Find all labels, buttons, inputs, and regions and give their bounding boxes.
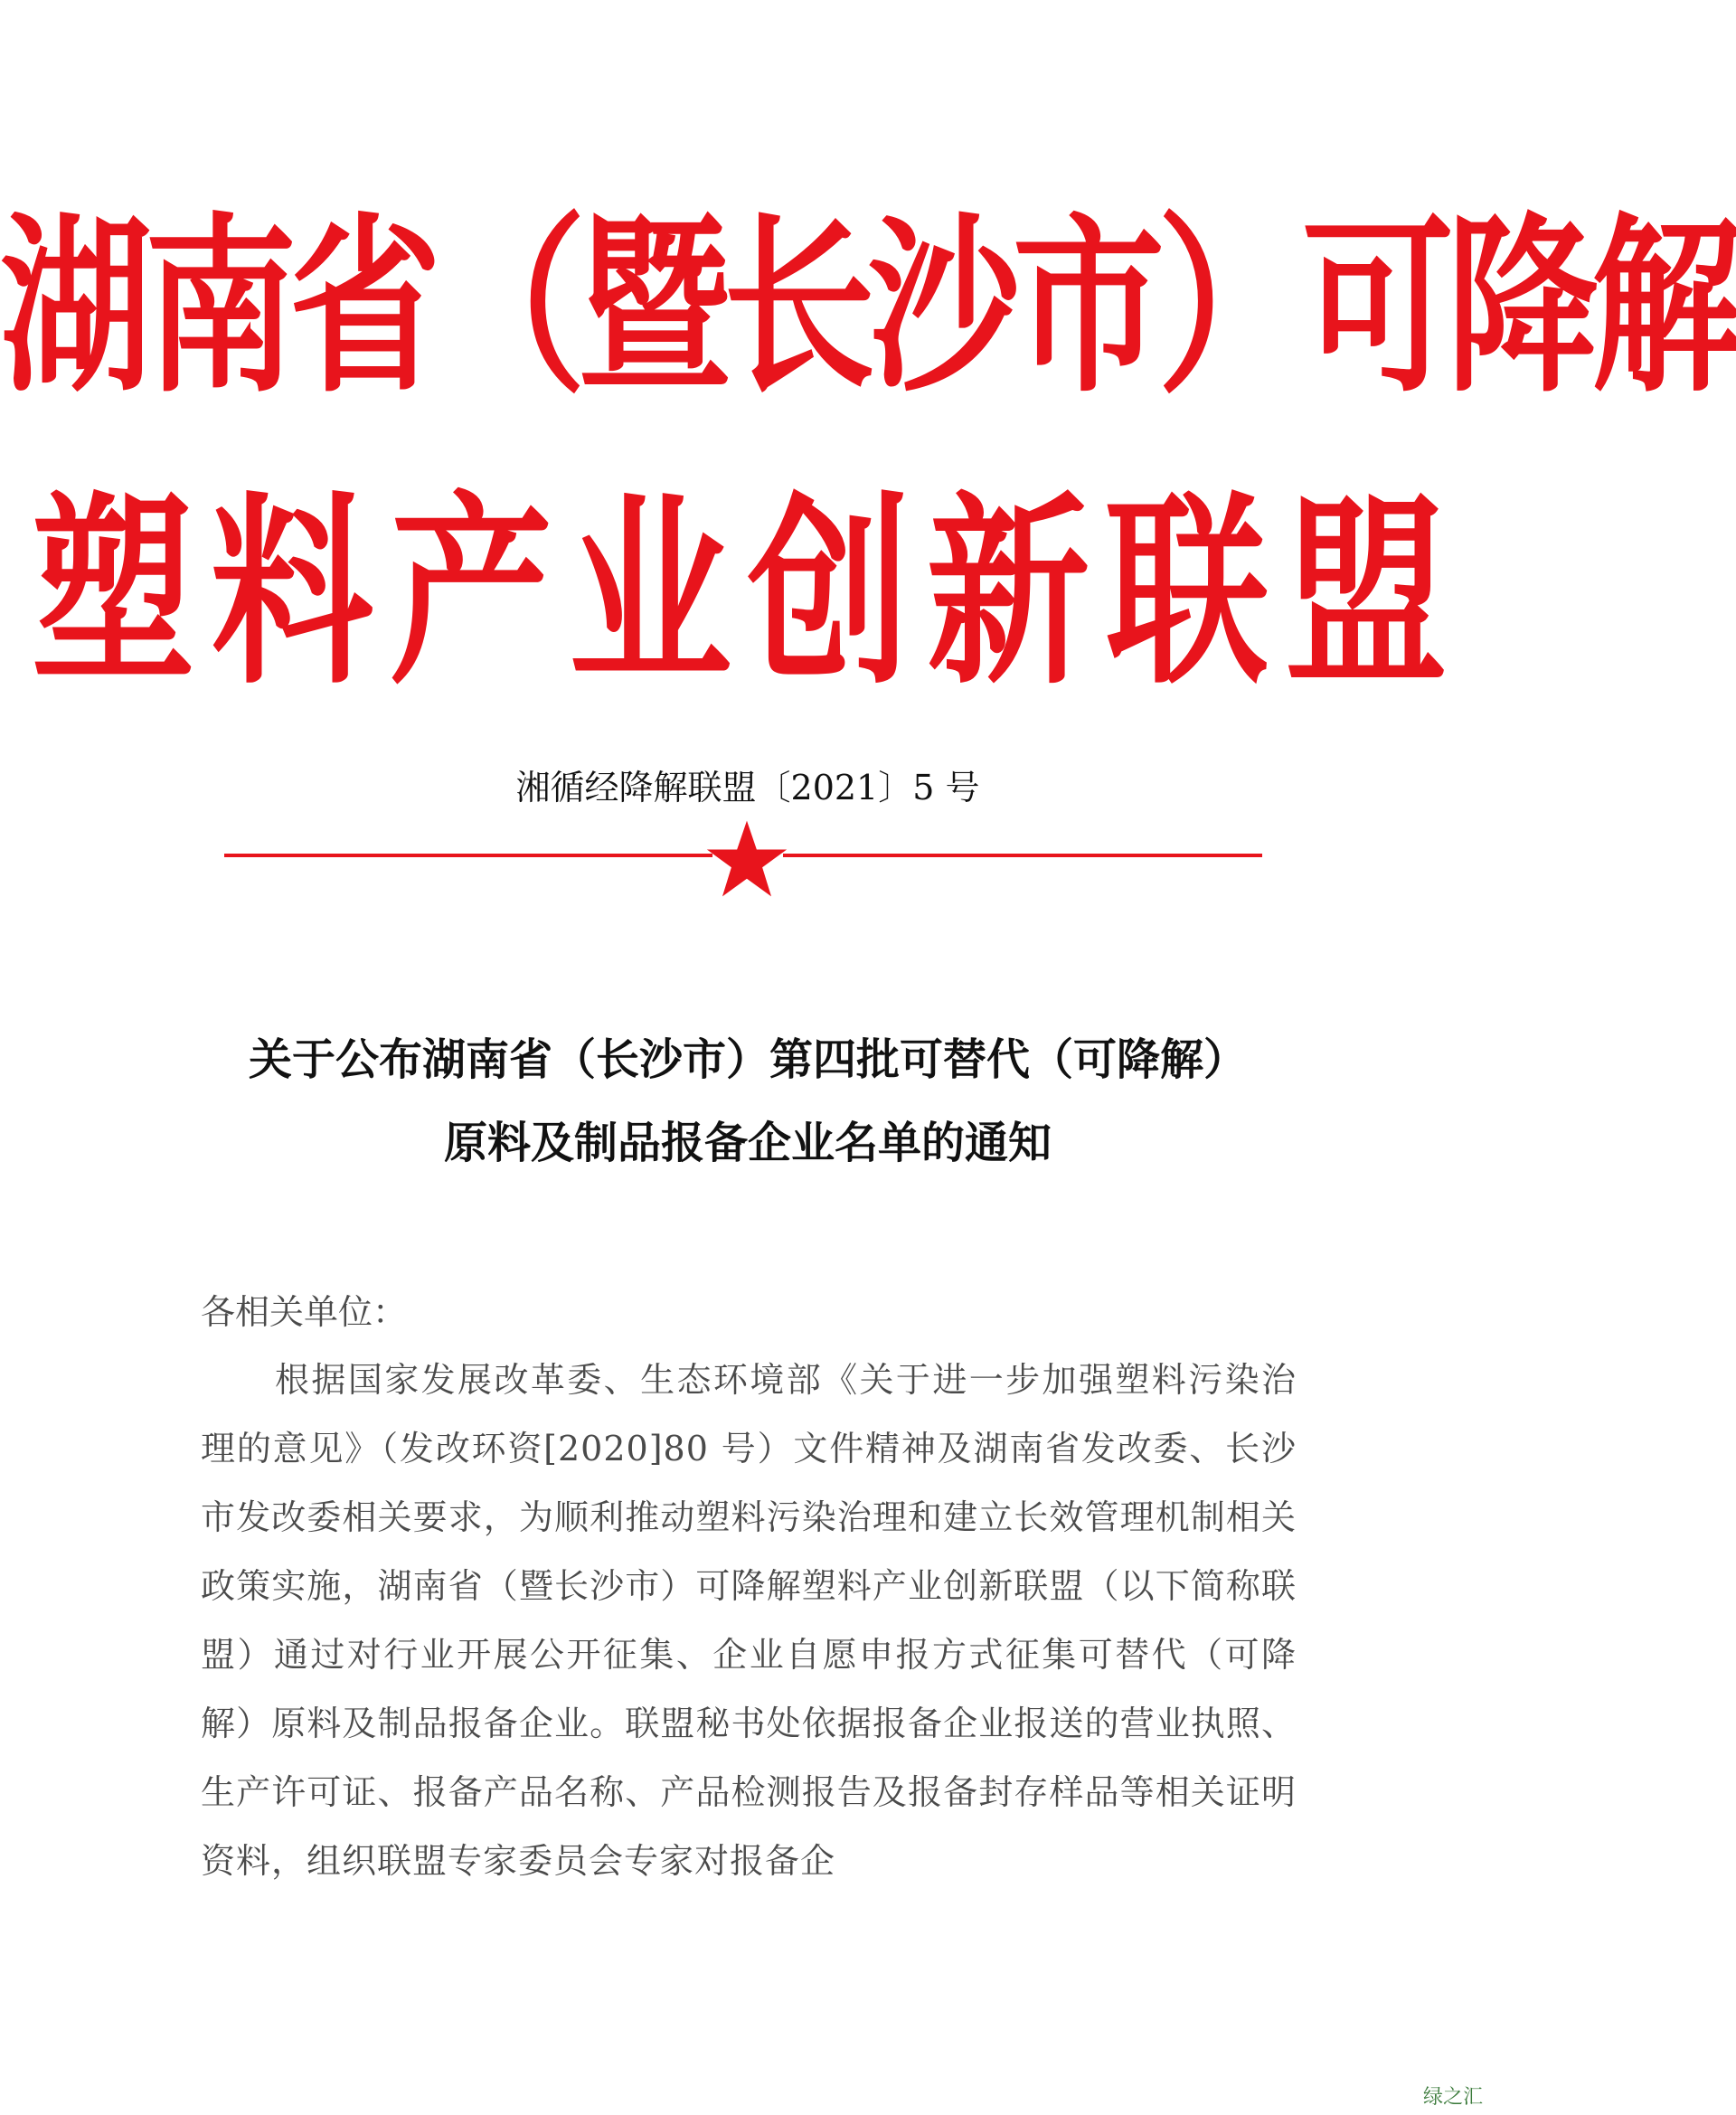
body-paragraph: 根据国家发展改革委、生态环境部《关于进一步加强塑料污染治理的意见》（发改环资[2020]80 号）文件精神及湖南省发改委、长沙市发改委相关要求，为顺利推动塑料污染治理和建立长效管理机制相关政策实施，湖南省（暨长沙市）可降解塑料产业创新联盟（以下简称联盟）通过对行业开展公开征集、企业自愿申报方式征集可替代（可降解）原料及制品报备企业。联盟秘书处依据报备企业报送的营业执照、生产许可证、报备产品名称、产品检测报告及报备封存样品等相关证明资料，组织联盟专家委员会专家对报备企 <box>201 1360 1297 1881</box>
salutation: 各相关单位： <box>201 1292 408 1332</box>
red-divider-right <box>783 854 1262 857</box>
red-star-icon <box>705 818 788 900</box>
letterhead-title-line-1: 湖南省（暨长沙市）可降解 <box>0 196 1736 419</box>
document-number: 湘循经降解联盟〔2021〕5 号 <box>515 768 980 807</box>
letterhead-title-line-2: 塑料产业创新联盟 <box>31 476 1464 713</box>
notice-title-line-2: 原料及制品报备企业名单的通知 <box>443 1118 1052 1168</box>
watermark: 绿之汇 <box>1422 2086 1483 2109</box>
red-divider-left <box>224 854 712 857</box>
notice-title-line-1: 关于公布湖南省（长沙市）第四批可替代（可降解） <box>248 1034 1247 1085</box>
